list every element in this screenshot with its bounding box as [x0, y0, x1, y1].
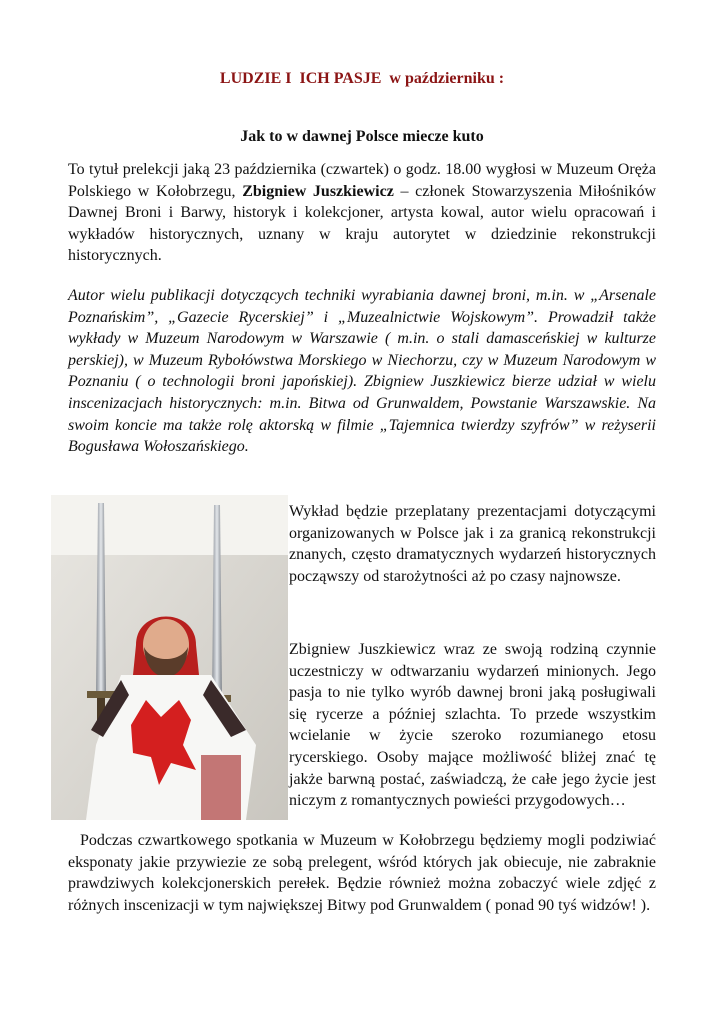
bio-paragraph: Autor wielu publikacji dotyczących techniki wyrabiania dawnej broni, m.in. w „Arsenale Poznańskim”, „Gazecie Rycerskiej” i „Muzealnictwie Wojskowym”. Prowadził także wykłady w Muzeum Narodowym w Warszawie ( m.in. o stali damasceńskiej w kulturze perskiej), w Muzeum Rybołówstwa Morskiego w Niechorzu, czy w Muzeum Narodowym w Poznaniu ( o technologii broni japońskiej). Zbigniew Juszkiewicz bierze udział w wielu inscenizacjach historycznych: m.in. Bitwa od Grunwaldem, Powstanie Warszawskie. Na swoim koncie ma także rolę aktorską w filmie „Tajemnica twierdzy szyfrów” w reżyserii Bogusława Wołoszańskiego.: [68, 287, 656, 456]
lecture-title: Jak to w dawnej Polsce miecze kuto: [240, 128, 484, 145]
intro-text-before: To tytuł prelekcji jaką 23 października (czwartek) o godz. 18.00 wygłosi w Muzeum Oręża Polskiego w Kołobrzegu,: [68, 161, 656, 200]
page-header-title: LUDZIE I ICH PASJE w październiku :: [219, 70, 505, 87]
lecture-description-paragraph: Wykład będzie przeplatany prezentacjami dotyczącymi organizowanych w Polsce jak i za granicą rekonstrukcji znanych, często dramatycznych wydarzeń historycznych począwszy od starożytności aż po czasy najnowsze.: [289, 503, 656, 585]
speaker-photo: [51, 495, 288, 820]
intro-paragraph: [68, 159, 656, 267]
closing-paragraph: Podczas czwartkowego spotkania w Muzeum w Kołobrzegu będziemy mogli podziwiać eksponaty jakie przywiezie ze sobą prelegent, wśród których jak obiecuje, nie zabraknie prawdziwych kolekcjonerskich perełek. Będzie również można zobaczyć wiele zdjęć z różnych inscenizacji w tym największej Bitwy pod Grunwaldem ( ponad 90 tyś widzów! ).: [68, 832, 656, 914]
speaker-passion-paragraph: Zbigniew Juszkiewicz wraz ze swoją rodziną czynnie uczestniczy w odtwarzaniu wydarzeń minionych. Jego pasja to nie tylko wyrób dawnej broni jaką posługiwali się rycerze a później szlachta. To przede wszystkim wcielanie w życie szeroko rozumianego etosu rycerskiego. Osoby mające możliwość bliżej znać tę jakże barwną postać, zaświadczą, że całe jego życie jest niczym z romantycznych powieści przygodowych…: [289, 641, 656, 810]
intro-text-after: – członek Stowarzyszenia Miłośników Dawnej Broni i Barwy, historyk i kolekcjoner, artysta kowal, autor wielu opracowań i wykładów historycznych, uznany w kraju autorytet w dziedzinie rekonstrukcji historycznych.: [68, 182, 657, 265]
speaker-name: Zbigniew Juszkiewicz: [242, 182, 394, 200]
